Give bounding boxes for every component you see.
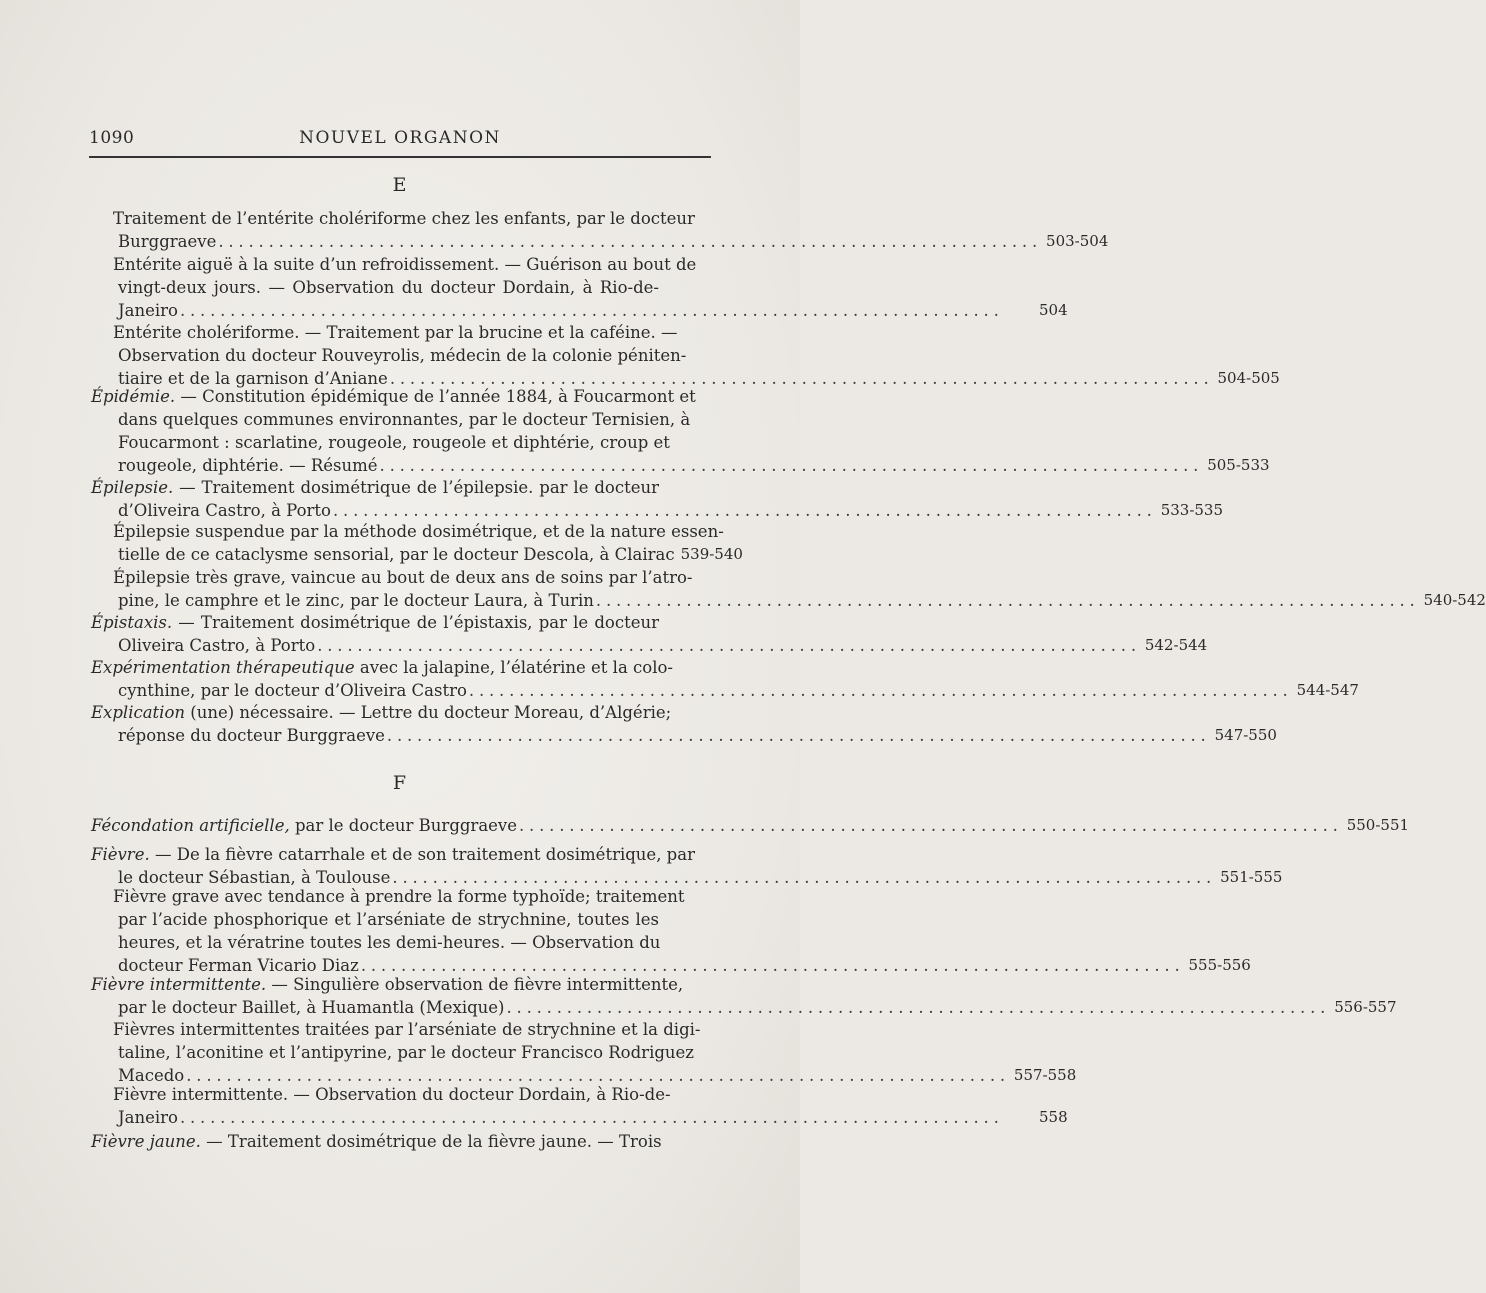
entry-text: — Traitement dosimétrique de l’épistaxis, par le docteur bbox=[172, 613, 659, 632]
leader-dots: .................................................................................. bbox=[595, 591, 1420, 610]
entry-text: Janeiro bbox=[118, 301, 178, 320]
entry-text: avec la jalapine, l’élatérine et la colo- bbox=[354, 658, 673, 677]
index-entry bbox=[91, 385, 1270, 477]
entry-text: — De la fièvre catarrhale et de son traitement dosimétrique, par bbox=[149, 845, 695, 864]
entry-heading: Fécondation artificielle, bbox=[91, 816, 290, 835]
entry-text: d’Oliveira Castro, à Porto bbox=[118, 501, 331, 520]
entry-heading: Épistaxis. bbox=[91, 613, 173, 632]
entry-text: — Singulière observation de fièvre intermittente, bbox=[266, 975, 684, 994]
page-range: 540-542 bbox=[1423, 591, 1486, 609]
entry-heading: Fièvre. bbox=[91, 845, 150, 864]
page-range bbox=[662, 1130, 722, 1153]
entry-text: réponse du docteur Burggraeve bbox=[118, 726, 385, 745]
entry-heading: Épidémie. bbox=[91, 387, 176, 406]
page-range: 547-550 bbox=[1214, 726, 1277, 744]
page-range: 555-556 bbox=[1188, 956, 1251, 974]
entry-text: — Traitement dosimétrique de la fièvre jaune. — Trois bbox=[200, 1132, 662, 1151]
entry-text: docteur Ferman Vicario Diaz bbox=[118, 956, 359, 975]
entry-text: Foucarmont : scarlatine, rougeole, rougeole et diphtérie, croup et bbox=[118, 433, 670, 452]
entry-text: tiaire et de la garnison d’Aniane bbox=[118, 369, 388, 388]
page-range: 539-540 bbox=[680, 545, 743, 563]
page-range: 504 bbox=[1039, 301, 1068, 319]
entry-text: par le docteur Baillet, à Huamantla (Mexique) bbox=[118, 998, 505, 1017]
index-entry bbox=[91, 814, 1410, 837]
entry-text: Fièvres intermittentes traitées par l’arséniate de strychnine et la digi- bbox=[113, 1020, 701, 1039]
index-entry bbox=[91, 701, 1277, 747]
leader-dots: .................................................................................. bbox=[392, 868, 1217, 887]
entry-text: rougeole, diphtérie. — Résumé bbox=[118, 456, 378, 475]
entry-text: — Constitution épidémique de l’année 1884, à Foucarmont et bbox=[175, 387, 696, 406]
page-range: 542-544 bbox=[1144, 636, 1208, 654]
entry-text: — Traitement dosimétrique de l’épilepsie. par le docteur bbox=[173, 478, 659, 497]
entry-heading: Explication bbox=[91, 703, 186, 722]
index-entry bbox=[91, 321, 1280, 390]
page-range: 557-558 bbox=[1013, 1066, 1077, 1084]
index-entry bbox=[91, 1083, 1068, 1129]
index-entry bbox=[91, 843, 1283, 889]
page-range: 503-504 bbox=[1046, 232, 1109, 250]
index-entry bbox=[91, 973, 1397, 1019]
entry-text: Entérite cholériforme. — Traitement par la brucine et la caféine. — bbox=[113, 323, 678, 342]
header-rule bbox=[89, 156, 711, 158]
index-entry bbox=[91, 476, 1224, 522]
page-range: 533-535 bbox=[1160, 501, 1224, 519]
index-entry bbox=[91, 566, 1486, 612]
entry-heading: Fièvre intermittente. bbox=[91, 975, 267, 994]
entry-text: Épilepsie très grave, vaincue au bout de deux ans de soins par l’atro- bbox=[113, 568, 693, 587]
leader-dots: .................................................................................. bbox=[360, 956, 1185, 975]
entry-text: tielle de ce cataclysme sensorial, par le docteur Descola, à Clairac bbox=[118, 545, 675, 564]
entry-text: Fièvre intermittente. — Observation du docteur Dordain, à Rio-de- bbox=[113, 1085, 671, 1104]
entry-text: Burggraeve bbox=[118, 232, 217, 251]
section-letter-f: F bbox=[392, 772, 408, 794]
leader-dots: .................................................................................. bbox=[468, 681, 1293, 700]
leader-dots: .................................................................................. bbox=[506, 998, 1331, 1017]
running-title: NOUVEL ORGANON bbox=[299, 128, 501, 148]
page-number: 1090 bbox=[89, 128, 135, 148]
leader-dots: .................................................................................. bbox=[519, 816, 1343, 835]
page-range: 544-547 bbox=[1296, 681, 1359, 699]
entry-text: dans quelques communes environnantes, par le docteur Ternisien, à bbox=[118, 410, 691, 429]
page-range: 556-557 bbox=[1334, 998, 1397, 1016]
leader-dots: .................................................................................. bbox=[179, 1108, 1004, 1127]
leader-dots: .................................................................................. bbox=[186, 1066, 1010, 1085]
leader-dots: .................................................................................. bbox=[179, 301, 1004, 320]
entry-text: cynthine, par le docteur d’Oliveira Castro bbox=[118, 681, 467, 700]
entry-heading: Expérimentation thérapeutique bbox=[91, 658, 355, 677]
index-entry bbox=[91, 1130, 719, 1153]
entry-text: Janeiro bbox=[118, 1108, 178, 1127]
entry-text: Macedo bbox=[118, 1066, 185, 1085]
page-range: 504-505 bbox=[1217, 369, 1280, 387]
page-range: 551-555 bbox=[1220, 868, 1283, 886]
page-range: 550-551 bbox=[1346, 816, 1410, 834]
entry-text: par le docteur Burggraeve bbox=[289, 816, 518, 835]
entry-text: vingt-deux jours. — Observation du docteur Dordain, à Rio-de- bbox=[118, 278, 659, 297]
page-range: 505-533 bbox=[1207, 456, 1270, 474]
entry-text: (une) nécessaire. — Lettre du docteur Moreau, d’Algérie; bbox=[185, 703, 672, 722]
entry-text: heures, et la vératrine toutes les demi-heures. — Observation du bbox=[118, 933, 661, 952]
index-entry bbox=[91, 885, 1251, 977]
entry-text: Épilepsie suspendue par la méthode dosimétrique, et de la nature essen- bbox=[113, 522, 724, 541]
entry-text: Entérite aiguë à la suite d’un refroidissement. — Guérison au bout de bbox=[113, 255, 697, 274]
entry-text: Observation du docteur Rouveyrolis, médecin de la colonie péniten- bbox=[118, 346, 687, 365]
leader-dots: .................................................................................. bbox=[379, 456, 1204, 475]
entry-text: taline, l’aconitine et l’antipyrine, par le docteur Francisco Rodriguez bbox=[118, 1043, 694, 1062]
leader-dots: .................................................................................. bbox=[389, 369, 1214, 388]
leader-dots: .................................................................................. bbox=[317, 636, 1141, 655]
entry-text: Oliveira Castro, à Porto bbox=[118, 636, 316, 655]
index-entry bbox=[91, 253, 1068, 322]
leader-dots: .................................................................................. bbox=[386, 726, 1211, 745]
entry-text: pine, le camphre et le zinc, par le docteur Laura, à Turin bbox=[118, 591, 594, 610]
page-range: 558 bbox=[1039, 1108, 1068, 1126]
entry-text: le docteur Sébastian, à Toulouse bbox=[118, 868, 391, 887]
running-head bbox=[89, 128, 711, 152]
leader-dots: .................................................................................. bbox=[218, 232, 1043, 251]
entry-text: Fièvre grave avec tendance à prendre la forme typhoïde; traitement bbox=[113, 887, 685, 906]
entry-heading: Épilepsie. bbox=[91, 478, 174, 497]
leader-dots: .................................................................................. bbox=[333, 501, 1157, 520]
entry-heading: Fièvre jaune. bbox=[91, 1132, 201, 1151]
section-letter-e: E bbox=[392, 174, 408, 196]
index-entry bbox=[91, 520, 743, 566]
index-entry bbox=[91, 207, 1109, 253]
index-entry bbox=[91, 611, 1208, 657]
index-entry bbox=[91, 656, 1359, 702]
index-entry bbox=[91, 1018, 1077, 1087]
entry-text: Traitement de l’entérite cholériforme chez les enfants, par le docteur bbox=[113, 209, 695, 228]
entry-text: par l’acide phosphorique et l’arséniate de strychnine, toutes les bbox=[118, 910, 659, 929]
